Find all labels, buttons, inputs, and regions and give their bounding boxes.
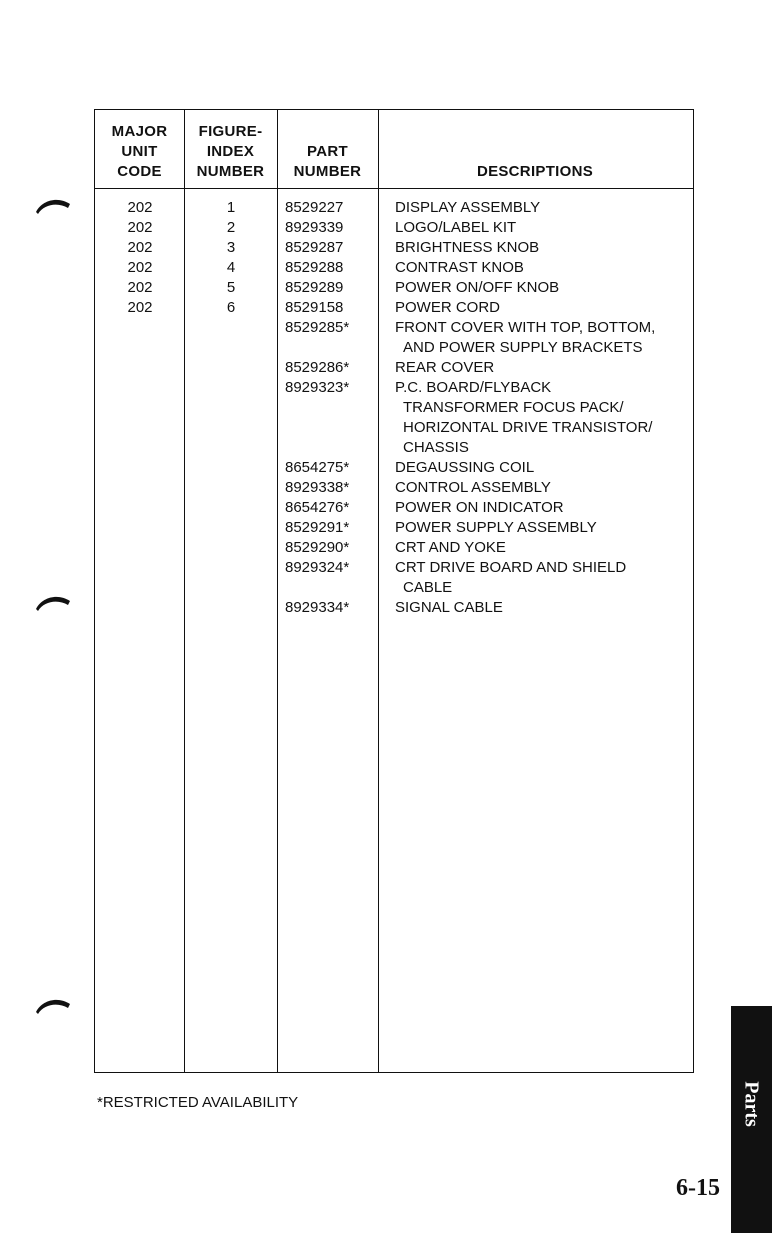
description-cell: P.C. BOARD/FLYBACK: [395, 379, 552, 396]
major-unit-code-cell: [95, 498, 185, 518]
part-number-cell: 8654275*: [285, 459, 350, 476]
part-number-cell: 8529227: [285, 199, 344, 216]
header-major-unit-code: MAJOR UNIT CODE: [111, 123, 168, 180]
major-unit-code-cell: [95, 518, 185, 538]
figure-index-cell: [185, 358, 277, 378]
figure-index-cell: 6: [226, 299, 236, 316]
major-unit-code-cell: 202: [127, 279, 153, 296]
major-unit-code-cell: [95, 578, 185, 598]
part-number-cell: [285, 398, 380, 418]
major-unit-code-cell: [95, 338, 185, 358]
figure-index-cell: [185, 458, 277, 478]
major-unit-code-cell: 202: [127, 299, 153, 316]
description-cell: CRT AND YOKE: [395, 539, 506, 556]
figure-index-cell: [185, 538, 277, 558]
part-number-column: [285, 198, 380, 618]
figure-index-cell: [185, 338, 277, 358]
figure-index-cell: 5: [226, 279, 236, 296]
part-number-cell: 8529158: [285, 299, 344, 316]
major-unit-code-cell: 202: [127, 199, 153, 216]
part-number-cell: [285, 338, 380, 358]
part-number-cell: 8929324*: [285, 559, 350, 576]
description-cell: CONTROL ASSEMBLY: [395, 479, 551, 496]
figure-index-cell: [185, 438, 277, 458]
part-number-cell: 8929323*: [285, 379, 350, 396]
figure-index-cell: [185, 398, 277, 418]
figure-index-cell: 4: [226, 259, 236, 276]
part-number-cell: 8929339: [285, 219, 344, 236]
description-cell: POWER SUPPLY ASSEMBLY: [395, 519, 597, 536]
major-unit-code-cell: [95, 358, 185, 378]
part-number-cell: 8929338*: [285, 479, 350, 496]
figure-index-cell: [185, 598, 277, 618]
part-number-cell: 8529290*: [285, 539, 350, 556]
description-cell: CONTRAST KNOB: [395, 259, 524, 276]
major-unit-code-cell: [95, 418, 185, 438]
figure-index-column: [185, 198, 277, 618]
major-unit-code-cell: [95, 318, 185, 338]
part-number-cell: 8529285*: [285, 319, 350, 336]
part-number-cell: 8929334*: [285, 599, 350, 616]
description-cell: CRT DRIVE BOARD AND SHIELD: [395, 559, 627, 576]
part-number-cell: 8654276*: [285, 499, 350, 516]
major-unit-code-cell: [95, 478, 185, 498]
figure-index-cell: 3: [226, 239, 236, 256]
description-cell: FRONT COVER WITH TOP, BOTTOM,: [395, 319, 656, 336]
description-cell: DISPLAY ASSEMBLY: [395, 199, 541, 216]
part-number-cell: [285, 438, 380, 458]
major-unit-code-cell: 202: [127, 239, 153, 256]
section-tab: [731, 1006, 772, 1233]
figure-index-cell: [185, 518, 277, 538]
figure-index-cell: [185, 418, 277, 438]
description-cell: REAR COVER: [395, 359, 495, 376]
major-unit-code-cell: [95, 598, 185, 618]
description-cell: POWER ON INDICATOR: [395, 499, 564, 516]
major-unit-code-column: [95, 198, 185, 618]
major-unit-code-cell: [95, 438, 185, 458]
parts-table: [94, 109, 694, 1073]
part-number-cell: 8529289: [285, 279, 344, 296]
description-cell: SIGNAL CABLE: [395, 599, 503, 616]
figure-index-cell: 1: [226, 199, 236, 216]
figure-index-cell: [185, 558, 277, 578]
description-cell: AND POWER SUPPLY BRACKETS: [403, 339, 643, 356]
binder-hole-icon: [34, 196, 72, 226]
part-number-cell: 8529288: [285, 259, 344, 276]
descriptions-column: [395, 198, 691, 618]
figure-index-cell: 2: [226, 219, 236, 236]
figure-index-cell: [185, 318, 277, 338]
major-unit-code-cell: [95, 458, 185, 478]
header-descriptions: DESCRIPTIONS: [476, 163, 594, 180]
part-number-cell: [285, 578, 380, 598]
major-unit-code-cell: 202: [127, 259, 153, 276]
major-unit-code-cell: [95, 538, 185, 558]
binder-hole-icon: [34, 593, 72, 623]
description-cell: HORIZONTAL DRIVE TRANSISTOR/: [403, 419, 653, 436]
description-cell: DEGAUSSING COIL: [395, 459, 535, 476]
figure-index-cell: [185, 498, 277, 518]
major-unit-code-cell: [95, 378, 185, 398]
column-divider: [277, 110, 278, 1072]
footnote: *RESTRICTED AVAILABILITY: [97, 1094, 299, 1111]
figure-index-cell: [185, 378, 277, 398]
major-unit-code-cell: 202: [127, 219, 153, 236]
description-cell: BRIGHTNESS KNOB: [395, 239, 540, 256]
part-number-cell: 8529286*: [285, 359, 350, 376]
figure-index-cell: [185, 578, 277, 598]
figure-index-cell: [185, 478, 277, 498]
description-cell: CABLE: [403, 579, 453, 596]
header-part-number: PART NUMBER: [293, 143, 362, 180]
page-number: 6-15: [676, 1175, 720, 1201]
part-number-cell: [285, 418, 380, 438]
part-number-cell: 8529287: [285, 239, 344, 256]
header-divider: [95, 188, 693, 189]
description-cell: CHASSIS: [403, 439, 469, 456]
description-cell: POWER CORD: [395, 299, 500, 316]
binder-hole-icon: [34, 996, 72, 1026]
section-tab-label: Parts: [740, 1081, 763, 1127]
description-cell: LOGO/LABEL KIT: [395, 219, 517, 236]
part-number-cell: 8529291*: [285, 519, 350, 536]
major-unit-code-cell: [95, 398, 185, 418]
description-cell: POWER ON/OFF KNOB: [395, 279, 560, 296]
description-cell: TRANSFORMER FOCUS PACK/: [403, 399, 624, 416]
header-figure-index-number: FIGURE- INDEX NUMBER: [196, 123, 265, 180]
major-unit-code-cell: [95, 558, 185, 578]
